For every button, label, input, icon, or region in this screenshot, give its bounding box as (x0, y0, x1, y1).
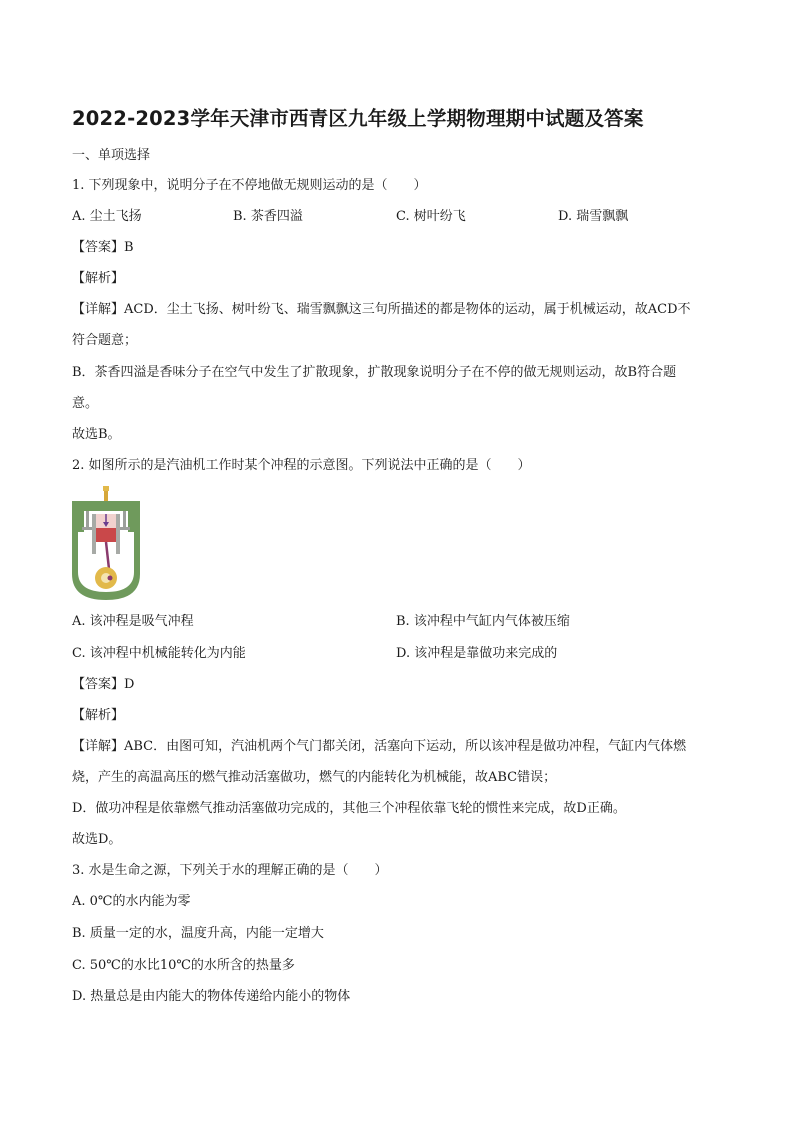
spark-plug-body (104, 491, 108, 501)
q1-detail-line: B．茶香四溢是香味分子在空气中发生了扩散现象，扩散现象说明分子在不停的做无规则运动，故B符合题 (72, 365, 677, 380)
engine-stroke-diagram (70, 484, 142, 602)
q1-option-a: A. 尘土飞扬 (72, 209, 142, 224)
q2-detail-line: 【详解】ABC．由图可知，汽油机两个气门都关闭，活塞向下运动，所以该冲程是做功冲程，气缸内气体燃 (72, 739, 687, 754)
q2-detail-line: 烧，产生的高温高压的燃气推动活塞做功，燃气的内能转化为机械能，故ABC错误； (72, 770, 557, 785)
q2-option-c: C. 该冲程中机械能转化为内能 (72, 646, 246, 661)
exhaust-valve-head (119, 527, 130, 530)
cylinder-liner-right (116, 514, 120, 554)
q3-option-a: A. 0℃的水内能为零 (72, 894, 191, 909)
q3-option-b: B. 质量一定的水，温度升高，内能一定增大 (72, 926, 324, 941)
q1-option-c: C. 树叶纷飞 (396, 209, 466, 224)
q2-detail-line: D．做功冲程是依靠燃气推动活塞做功完成的，其他三个冲程依靠飞轮的惯性来完成，故D正确。 (72, 801, 626, 816)
q2-stem: 2. 如图所示的是汽油机工作时某个冲程的示意图。下列说法中正确的是（ ） (72, 458, 531, 473)
cylinder-wall-right (134, 518, 140, 568)
q2-conclusion: 故选D。 (72, 832, 122, 847)
q3-option-c: C. 50℃的水比10℃的水所含的热量多 (72, 958, 295, 973)
intake-valve-stem (86, 511, 89, 528)
q1-detail-line: 符合题意； (72, 333, 138, 348)
q1-detail-line: 意。 (72, 396, 99, 411)
intake-valve-head (82, 527, 93, 530)
q3-stem: 3. 水是生命之源，下列关于水的理解正确的是（ ） (72, 863, 388, 878)
cylinder-wall-left (72, 518, 78, 568)
q2-analysis-label: 【解析】 (72, 708, 125, 723)
exhaust-valve-stem (123, 511, 126, 528)
piston (96, 528, 116, 542)
q2-answer: 【答案】D (72, 677, 135, 692)
section-heading: 一、单项选择 (72, 148, 151, 163)
q1-analysis-label: 【解析】 (72, 271, 125, 286)
q2-option-a: A. 该冲程是吸气冲程 (72, 614, 194, 629)
q3-option-d: D. 热量总是由内能大的物体传递给内能小的物体 (72, 989, 351, 1004)
q1-stem: 1. 下列现象中，说明分子在不停地做无规则运动的是（ ） (72, 178, 427, 193)
q1-option-d: D. 瑞雪飘飘 (558, 209, 629, 224)
q1-answer: 【答案】B (72, 240, 134, 255)
cylinder-liner-left (92, 514, 96, 554)
cylinder-head (72, 501, 140, 511)
q1-conclusion: 故选B。 (72, 427, 121, 442)
q1-detail-line: 【详解】ACD．尘土飞扬、树叶纷飞、瑞雪飘飘这三句所描述的都是物体的运动，属于机械运动，故ACD不 (72, 302, 691, 317)
spark-plug-tip (103, 486, 109, 491)
q1-option-b: B. 茶香四溢 (233, 209, 303, 224)
q2-option-d: D. 该冲程是靠做功来完成的 (396, 646, 558, 661)
page-title: 2022-2023学年天津市西青区九年级上学期物理期中试题及答案 (72, 107, 644, 130)
q2-option-b: B. 该冲程中气缸内气体被压缩 (396, 614, 570, 629)
